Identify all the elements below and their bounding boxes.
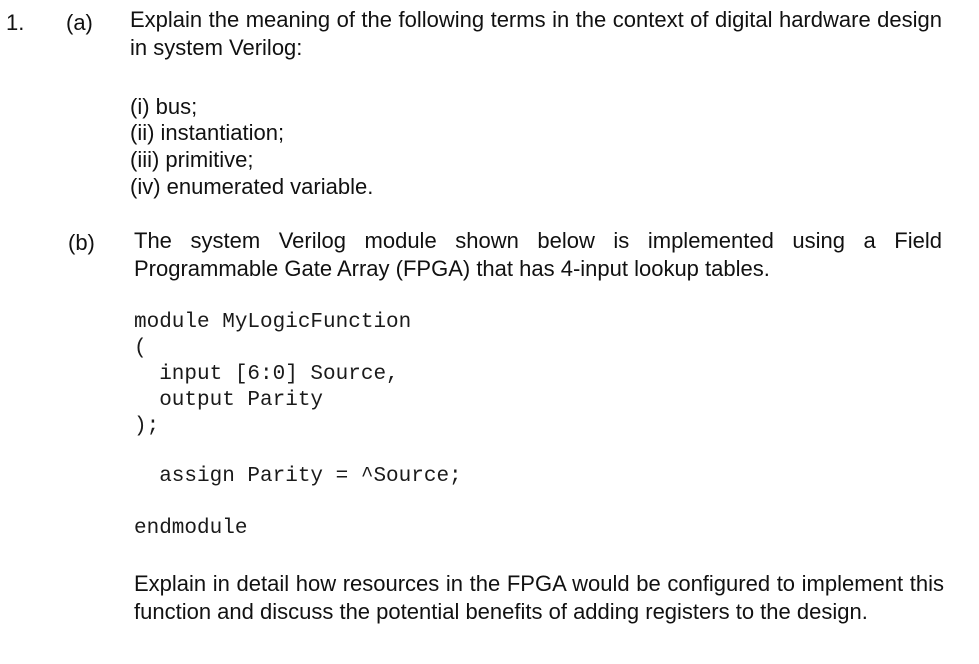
list-item: (iv) enumerated variable.	[130, 174, 374, 199]
part-a-label: (a)	[66, 10, 93, 35]
code-line: );	[134, 415, 160, 438]
code-line: module MyLogicFunction	[134, 311, 412, 334]
question-number: 1.	[6, 10, 25, 35]
code-line: assign Parity = ^Source;	[134, 465, 462, 488]
list-item: (i) bus;	[130, 94, 198, 119]
code-line: endmodule	[134, 517, 248, 540]
list-item: (iii) primitive;	[130, 147, 254, 172]
code-line: (	[134, 337, 147, 360]
code-line: output Parity	[134, 389, 324, 412]
part-b-followup-text: Explain in detail how resources in the FPGA would be configured to implement this function and discuss the potential benefits of adding registers to the design.	[134, 571, 944, 624]
code-line: input [6:0] Source,	[134, 363, 399, 386]
list-item: (ii) instantiation;	[130, 120, 285, 145]
part-b-text: The system Verilog module shown below is implemented using a Field Programmable Gate Array (FPGA) that has 4-input lookup tables.	[134, 228, 942, 281]
part-a-text: Explain the meaning of the following terms in the context of digital hardware design in system Verilog:	[130, 7, 942, 60]
part-b-label: (b)	[68, 230, 95, 255]
